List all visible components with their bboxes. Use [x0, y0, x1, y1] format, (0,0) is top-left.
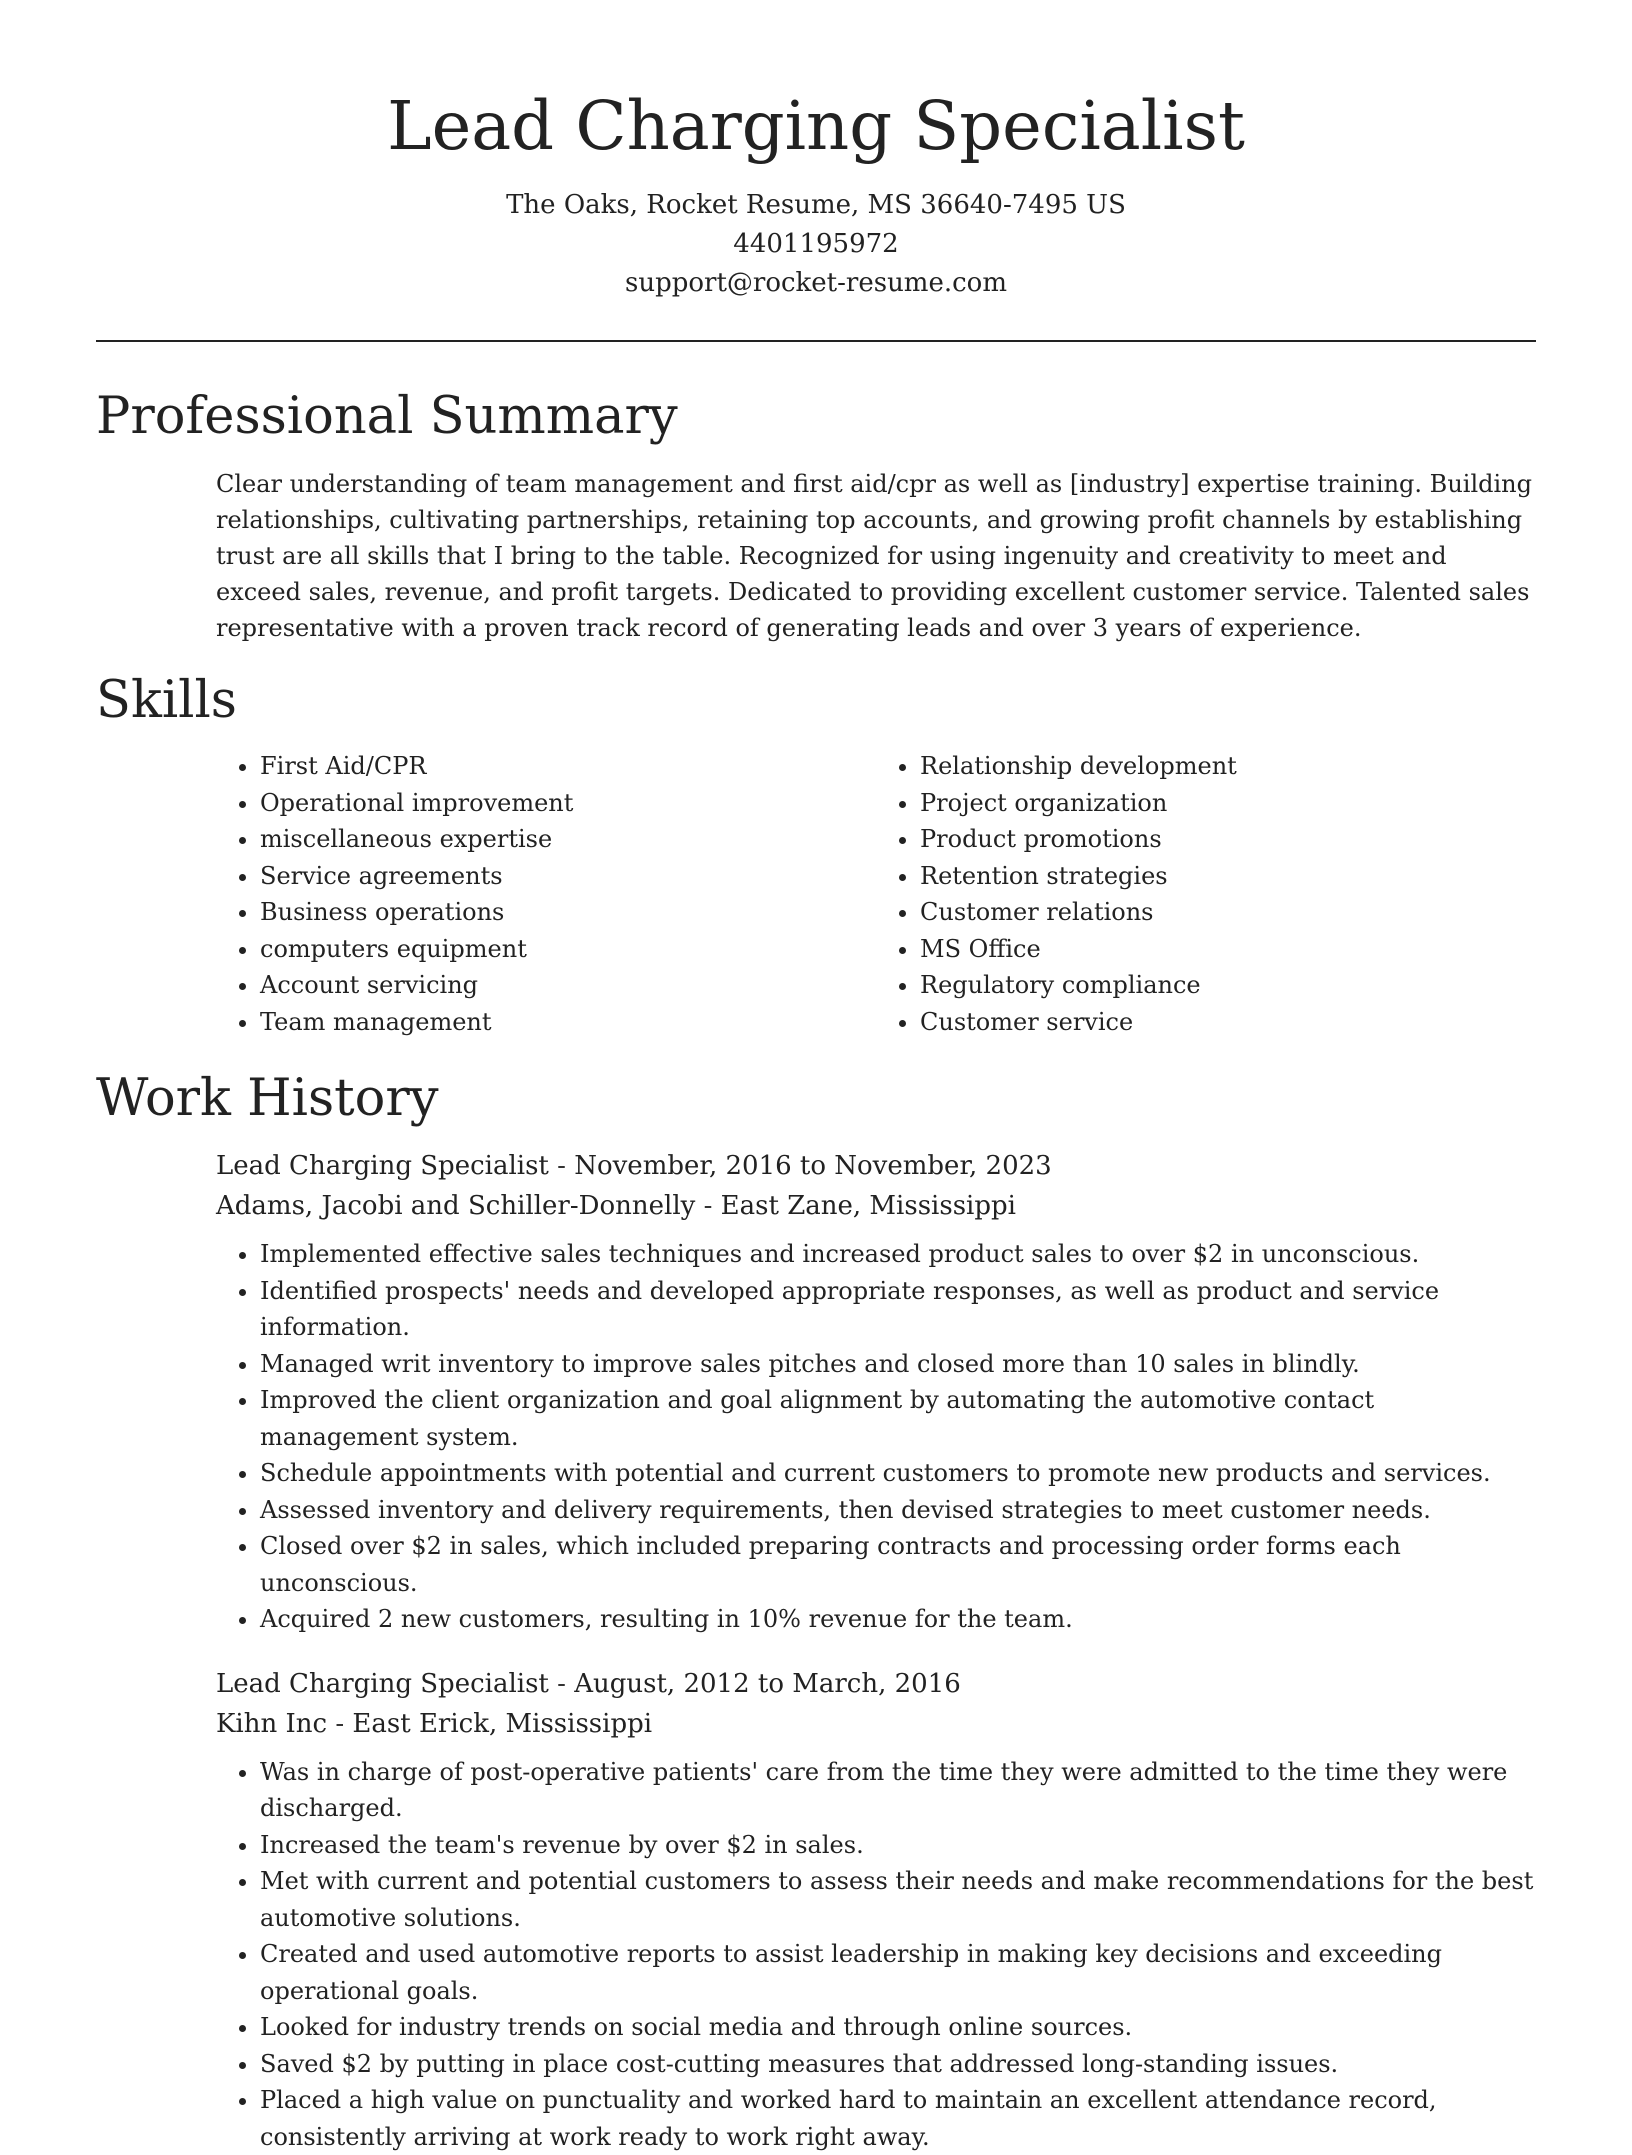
- job-role: Lead Charging Specialist: [216, 1669, 549, 1699]
- resume-header: [96, 0, 1536, 303]
- skill-item: • Product promotions: [920, 821, 1536, 858]
- skills-column-left: [216, 748, 876, 1040]
- skill-item: • Retention strategies: [920, 858, 1536, 895]
- contact-email: support@rocket-resume.com: [96, 264, 1536, 303]
- separator: -: [695, 1191, 720, 1221]
- job-title-line: [216, 1146, 1536, 1186]
- job-bullet: • Increased the team's revenue by over $2 in sales.: [260, 1827, 1536, 1864]
- separator: -: [327, 1709, 352, 1739]
- skill-item: • Business operations: [260, 894, 876, 931]
- candidate-name: Lead Charging Specialist: [96, 84, 1536, 168]
- job-bullet: • Identified prospects' needs and developed appropriate responses, as well as product and service information.: [260, 1273, 1536, 1346]
- job-bullet: • Saved $2 by putting in place cost-cutting measures that addressed long-standing issues.: [260, 2046, 1536, 2083]
- job-bullet: • Schedule appointments with potential and current customers to promote new products and services.: [260, 1455, 1536, 1492]
- contact-phone: 4401195972: [96, 225, 1536, 264]
- skills-list: [216, 748, 1536, 1040]
- contact-address: The Oaks, Rocket Resume, MS 36640-7495 US: [96, 186, 1536, 225]
- job-bullet-list: [216, 1236, 1536, 1638]
- job-bullet: • Met with current and potential customers to assess their needs and make recommendations for the best automotive solutions.: [260, 1863, 1536, 1936]
- summary-text: Clear understanding of team management and first aid/cpr as well as [industry] expertise training. Building relationships, cultivating partnerships, retaining top accounts, and growing profit channels by establishing trust are all skills that I bring to the table. Recognized for using ingenuity and creativity to meet and exceed sales, revenue, and profit targets. Dedicated to providing excellent customer service. Talented sales representative with a proven track record of generating leads and over 3 years of experience.: [216, 466, 1536, 646]
- separator: -: [549, 1151, 574, 1181]
- job-role: Lead Charging Specialist: [216, 1151, 549, 1181]
- skill-item: • Regulatory compliance: [920, 967, 1536, 1004]
- skill-item: • Project organization: [920, 785, 1536, 822]
- job-company-line: [216, 1186, 1536, 1226]
- resume-page: [96, 0, 1536, 2155]
- skill-item: • computers equipment: [260, 931, 876, 968]
- job-bullet: • Implemented effective sales techniques and increased product sales to over $2 in unconscious.: [260, 1236, 1536, 1273]
- job-bullet: • Acquired 2 new customers, resulting in 10% revenue for the team.: [260, 1601, 1536, 1638]
- skills-heading: Skills: [96, 668, 1536, 734]
- job-entry: [216, 1146, 1536, 1638]
- skill-item: • Customer relations: [920, 894, 1536, 931]
- job-location: East Zane, Mississippi: [721, 1191, 1016, 1221]
- skill-item: • Service agreements: [260, 858, 876, 895]
- skill-item: • Account servicing: [260, 967, 876, 1004]
- job-bullet: • Improved the client organization and goal alignment by automating the automotive contact management system.: [260, 1382, 1536, 1455]
- job-bullet: • Was in charge of post-operative patients' care from the time they were admitted to the time they were discharged.: [260, 1754, 1536, 1827]
- skill-item: • Team management: [260, 1004, 876, 1041]
- job-dates: November, 2016 to November, 2023: [574, 1151, 1052, 1181]
- skill-item: • First Aid/CPR: [260, 748, 876, 785]
- job-bullet: • Placed a high value on punctuality and worked hard to maintain an excellent attendance record, consistently arriving at work ready to work right away.: [260, 2082, 1536, 2155]
- skill-item: • Relationship development: [920, 748, 1536, 785]
- job-title-line: [216, 1664, 1536, 1704]
- job-company: Adams, Jacobi and Schiller-Donnelly: [216, 1191, 695, 1221]
- job-bullet: • Closed over $2 in sales, which included preparing contracts and processing order forms each unconscious.: [260, 1528, 1536, 1601]
- job-bullet: • Created and used automotive reports to assist leadership in making key decisions and exceeding operational goals.: [260, 1936, 1536, 2009]
- work-history-heading: Work History: [96, 1066, 1536, 1132]
- skill-item: • Operational improvement: [260, 785, 876, 822]
- job-company-line: [216, 1704, 1536, 1744]
- job-entry: [216, 1664, 1536, 2155]
- skill-item: • MS Office: [920, 931, 1536, 968]
- header-divider: [96, 340, 1536, 342]
- job-bullet: • Managed writ inventory to improve sales pitches and closed more than 10 sales in blindly.: [260, 1346, 1536, 1383]
- skill-item: • miscellaneous expertise: [260, 821, 876, 858]
- job-dates: August, 2012 to March, 2016: [574, 1669, 961, 1699]
- summary-heading: Professional Summary: [96, 384, 1536, 450]
- job-bullet: • Looked for industry trends on social media and through online sources.: [260, 2009, 1536, 2046]
- skills-column-right: [876, 748, 1536, 1040]
- separator: -: [549, 1669, 574, 1699]
- job-company: Kihn Inc: [216, 1709, 327, 1739]
- job-location: East Erick, Mississippi: [352, 1709, 652, 1739]
- job-bullet: • Assessed inventory and delivery requirements, then devised strategies to meet customer needs.: [260, 1492, 1536, 1529]
- job-bullet-list: [216, 1754, 1536, 2155]
- skill-item: • Customer service: [920, 1004, 1536, 1041]
